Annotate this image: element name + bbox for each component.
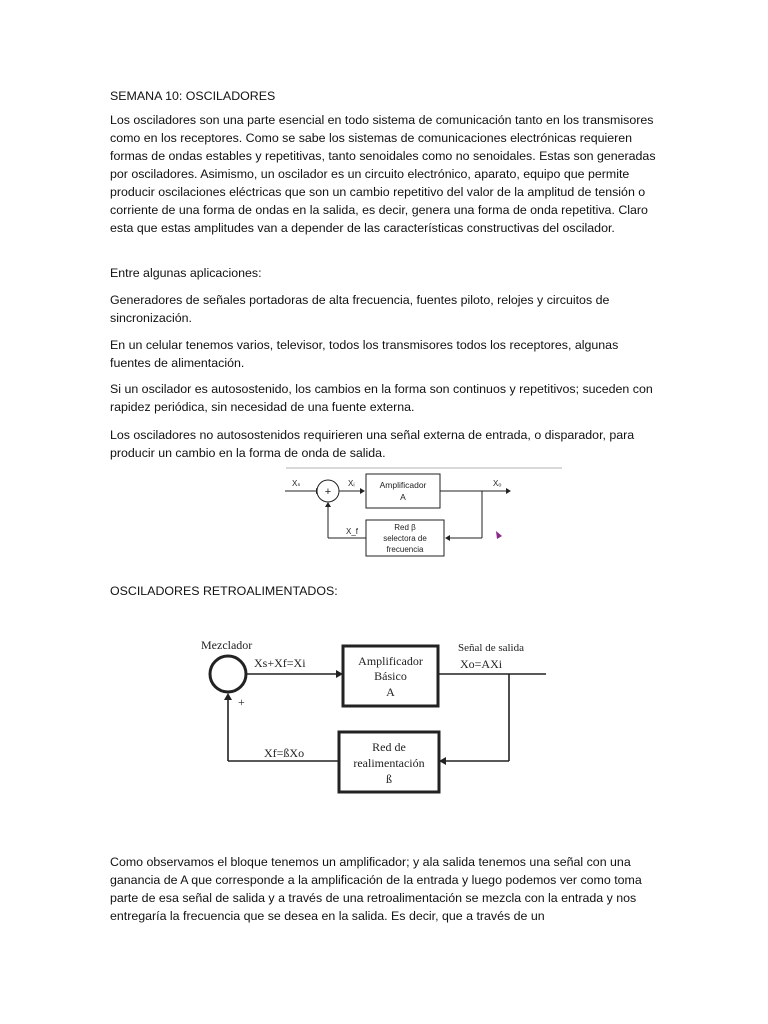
mezclador-label: Mezclador (201, 638, 253, 652)
feedback-arrow-in (445, 535, 450, 541)
label-xs: Xₛ (292, 479, 301, 488)
feedback-equation: Xf=ßXo (264, 746, 305, 760)
feedback-arrow-summer (325, 502, 331, 507)
paragraph-devices: En un celular tenemos varios, televisor, todos los transmisores todos los receptores, algunas fuentes de alimentación. (110, 338, 619, 370)
section-title-retroalimentados: OSCILADORES RETROALIMENTADOS: (110, 584, 338, 598)
feedback-network-label-2: selectora de (383, 534, 427, 543)
page-title: SEMANA 10: OSCILADORES (110, 89, 276, 103)
paragraph-autosostenido: Si un oscilador es autosostenido, los cambios en la forma son continuos y repetitivos; suceden con rapidez periódica, sin necesidad de una fuente externa. (110, 382, 653, 414)
xi-arrow (360, 488, 365, 494)
output-equation: Xo=AXi (460, 657, 503, 671)
basic-amplifier-label-3: A (386, 685, 395, 699)
salida-label: Señal de salida (458, 642, 524, 654)
feedback-network-label-2: realimentación (353, 756, 425, 770)
label-xi: Xᵢ (348, 479, 355, 488)
feedback-to-mixer-arrow (224, 693, 232, 700)
basic-amplifier-label-2: Básico (374, 669, 407, 683)
amplifier-label: Amplificador (379, 480, 427, 490)
input-equation: Xs+Xf=Xi (254, 656, 306, 670)
label-xo: Xₒ (493, 479, 502, 488)
paragraph-no-autosostenido: Los osciladores no autosostenidos requirieren una señal externa de entrada, o disparador, para producir un cambio en la forma de onda de salida. (110, 428, 635, 460)
mixer-circle (210, 656, 246, 692)
basic-amplifier-label-1: Amplificador (358, 654, 423, 668)
feedback-network-label-1: Red de (372, 740, 406, 754)
feedback-network-label-3: ß (386, 772, 392, 786)
paragraph-intro: Los osciladores son una parte esencial en todo sistema de comunicación tanto en los transmisores como en los receptores. Como se sabe los sistemas de comunicaciones electrónicas requieren formas de ondas estables y repetitivas, tanto senoidales como no senoidales. Estas son generadas por osciladores. Asimismo, un oscilador es un circuito electrónico, aparato, equipo que permite producir oscilaciones eléctricas que son un cambio repetitivo del valor de la amplitud de tensión o corriente de una forma de ondas en la salida, es decir, genera una forma de onda repetitiva. Claro esta que estas amplitudes van a depender de las características constructivas del oscilador. (110, 113, 656, 235)
feedback-network-label-1: Red β (394, 523, 416, 532)
output-arrow (506, 488, 511, 494)
feedback-oscillator-diagram (196, 634, 556, 804)
oscillator-block-diagram (280, 464, 570, 564)
label-xf: X_f (346, 527, 359, 536)
amplifier-gain: A (400, 492, 406, 502)
paragraph-applications: Generadores de señales portadoras de alta frecuencia, fuentes piloto, relojes y circuitos de sincronización. (110, 293, 610, 325)
feedback-network-label-3: frecuencia (386, 545, 424, 554)
cursor-pointer-icon (496, 531, 502, 539)
paragraph-explanation: Como observamos el bloque tenemos un amplificador; y ala salida tenemos una señal con una ganancia de A que corresponde a la amplificación de la entrada y luego podemos ver como toma parte de esa señal de salida y a través de una retroalimentación se mezcla con la entrada y nos entregaría la frecuencia que se desea en la salida. Es decir, que a través de un (110, 855, 642, 923)
mixer-plus-sign: + (238, 695, 245, 709)
summer-plus: + (324, 486, 332, 498)
paragraph-applications-heading: Entre algunas aplicaciones: (110, 266, 262, 280)
